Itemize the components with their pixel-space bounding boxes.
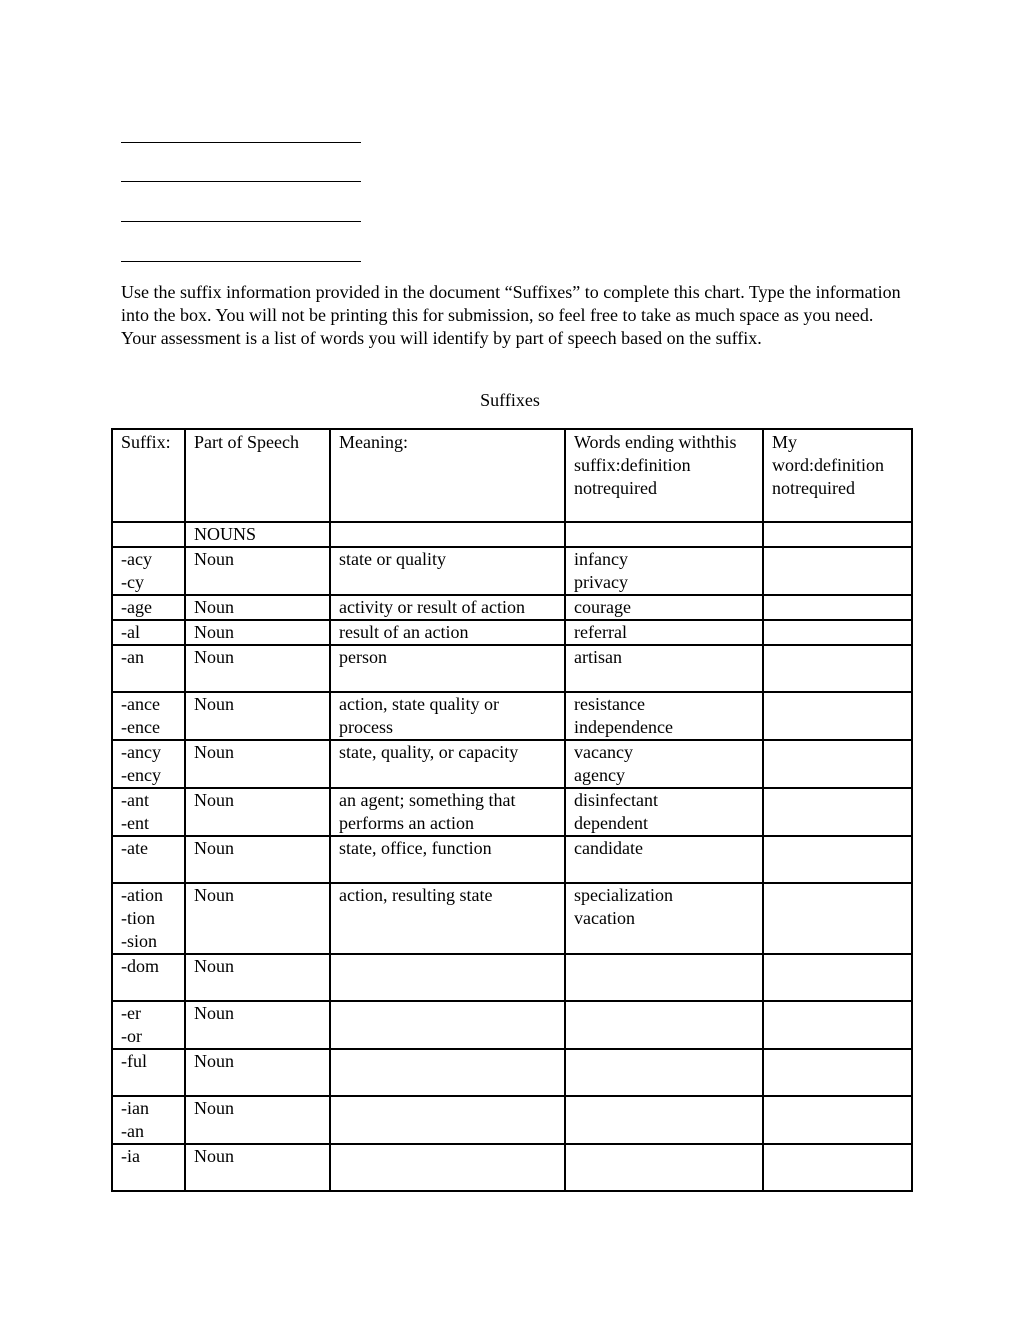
cell-suffix — [112, 645, 185, 692]
cell-line: required — [795, 478, 855, 498]
cell-line: Part of Speech — [194, 432, 299, 452]
cell-line: state or quality — [339, 549, 446, 569]
section-empty-cell — [112, 522, 185, 547]
cell-example-words — [565, 1144, 763, 1191]
cell-line: -ence — [121, 717, 160, 737]
cell-suffix — [112, 1096, 185, 1144]
table-row — [112, 788, 912, 836]
instructions-paragraph: Use the suffix information provided in the document “Suffixes” to complete this chart. Type the information into the box. You will not be printing this for submission, so feel free to take as much space as you need. Your assessment is a list of words you will identify by part of speech based on the suffix. — [121, 282, 901, 348]
cell-meaning — [330, 954, 565, 1001]
table-row — [112, 1001, 912, 1049]
cell-line: -acy — [121, 549, 152, 569]
cell-part-of-speech: Noun — [185, 740, 330, 788]
cell-line: -ency — [121, 765, 161, 785]
cell-line: definition not — [772, 455, 884, 498]
cell-suffix — [112, 595, 185, 620]
cell-line: -ation — [121, 885, 163, 905]
cell-my-word[interactable] — [763, 692, 912, 740]
table-row — [112, 836, 912, 883]
cell-line: state, office, function — [339, 838, 492, 858]
cell-my-word[interactable] — [763, 740, 912, 788]
cell-line: -an — [121, 647, 144, 667]
cell-line: -cy — [121, 572, 144, 592]
cell-my-word[interactable] — [763, 1144, 912, 1191]
cell-line: agency — [574, 765, 625, 785]
header-suffix — [112, 429, 185, 522]
cell-line: artisan — [574, 647, 622, 667]
cell-meaning — [330, 836, 565, 883]
cell-example-words — [565, 836, 763, 883]
cell-suffix — [112, 740, 185, 788]
cell-line: action, resulting state — [339, 885, 493, 905]
cell-example-words — [565, 1001, 763, 1049]
cell-suffix — [112, 954, 185, 1001]
table-caption: Suffixes — [480, 390, 540, 410]
cell-part-of-speech: Noun — [185, 1049, 330, 1096]
section-empty-cell — [330, 522, 565, 547]
cell-my-word[interactable] — [763, 645, 912, 692]
cell-suffix — [112, 547, 185, 595]
cell-suffix — [112, 620, 185, 645]
cell-my-word[interactable] — [763, 954, 912, 1001]
cell-part-of-speech: Noun — [185, 788, 330, 836]
section-empty-cell — [565, 522, 763, 547]
table-row — [112, 1096, 912, 1144]
cell-example-words — [565, 883, 763, 954]
cell-my-word[interactable] — [763, 883, 912, 954]
cell-line: vacation — [574, 908, 635, 928]
cell-line: infancy — [574, 549, 628, 569]
header-words-ending — [565, 429, 763, 522]
cell-my-word[interactable] — [763, 836, 912, 883]
cell-my-word[interactable] — [763, 788, 912, 836]
cell-line: Words ending with — [574, 432, 711, 452]
cell-my-word[interactable] — [763, 1001, 912, 1049]
cell-line: -sion — [121, 931, 157, 951]
blank-line-4 — [121, 261, 361, 262]
cell-meaning — [330, 1096, 565, 1144]
cell-part-of-speech: Noun — [185, 954, 330, 1001]
cell-line: result of an action — [339, 622, 469, 642]
cell-line: dependent — [574, 813, 648, 833]
cell-line: activity or result of action — [339, 597, 525, 617]
cell-example-words — [565, 645, 763, 692]
cell-example-words — [565, 595, 763, 620]
cell-meaning — [330, 620, 565, 645]
cell-meaning — [330, 595, 565, 620]
cell-line: person — [339, 647, 387, 667]
cell-line: -er — [121, 1003, 141, 1023]
cell-part-of-speech: Noun — [185, 1144, 330, 1191]
cell-line: -ant — [121, 790, 149, 810]
cell-line: action, state quality or — [339, 694, 499, 714]
table-row — [112, 883, 912, 954]
cell-my-word[interactable] — [763, 1049, 912, 1096]
cell-line: required — [597, 478, 657, 498]
table-body — [112, 522, 912, 1191]
cell-example-words — [565, 1049, 763, 1096]
cell-example-words — [565, 547, 763, 595]
cell-meaning — [330, 692, 565, 740]
section-row-nouns — [112, 522, 912, 547]
cell-example-words — [565, 954, 763, 1001]
cell-line: definition not — [574, 455, 691, 498]
cell-line: resistance — [574, 694, 645, 714]
blank-line-3 — [121, 221, 361, 222]
cell-suffix — [112, 788, 185, 836]
cell-line: this suffix: — [574, 432, 737, 475]
cell-line: -al — [121, 622, 140, 642]
table-row — [112, 954, 912, 1001]
cell-line: -ia — [121, 1146, 140, 1166]
cell-my-word[interactable] — [763, 595, 912, 620]
cell-part-of-speech: Noun — [185, 595, 330, 620]
cell-line: -tion — [121, 908, 155, 928]
cell-line: referral — [574, 622, 627, 642]
cell-line: My word: — [772, 432, 814, 475]
table-row — [112, 1144, 912, 1191]
cell-suffix — [112, 1001, 185, 1049]
cell-part-of-speech: Noun — [185, 836, 330, 883]
cell-line: -ate — [121, 838, 148, 858]
cell-part-of-speech: Noun — [185, 620, 330, 645]
suffix-table — [111, 428, 913, 1192]
cell-part-of-speech: Noun — [185, 1096, 330, 1144]
table-row — [112, 740, 912, 788]
cell-line: an agent; something that — [339, 790, 516, 810]
header-my-word — [763, 429, 912, 522]
table-row — [112, 692, 912, 740]
cell-line: -age — [121, 597, 152, 617]
cell-line: process — [339, 717, 393, 737]
cell-my-word[interactable] — [763, 1096, 912, 1144]
cell-example-words — [565, 740, 763, 788]
section-label: NOUNS — [185, 522, 330, 547]
cell-line: vacancy — [574, 742, 633, 762]
cell-part-of-speech: Noun — [185, 645, 330, 692]
table-row — [112, 620, 912, 645]
table-row — [112, 645, 912, 692]
cell-part-of-speech: Noun — [185, 547, 330, 595]
cell-part-of-speech: Noun — [185, 1001, 330, 1049]
cell-line: -ancy — [121, 742, 161, 762]
cell-part-of-speech: Noun — [185, 692, 330, 740]
section-empty-cell — [763, 522, 912, 547]
cell-line: -ance — [121, 694, 160, 714]
cell-meaning — [330, 883, 565, 954]
cell-line: -ent — [121, 813, 149, 833]
cell-example-words — [565, 1096, 763, 1144]
cell-meaning — [330, 1049, 565, 1096]
cell-line: independence — [574, 717, 673, 737]
cell-meaning — [330, 547, 565, 595]
cell-line: state, quality, or capacity — [339, 742, 519, 762]
cell-suffix — [112, 1049, 185, 1096]
cell-suffix — [112, 883, 185, 954]
cell-meaning — [330, 1001, 565, 1049]
cell-line: -dom — [121, 956, 159, 976]
cell-line: performs an action — [339, 813, 474, 833]
cell-meaning — [330, 788, 565, 836]
cell-example-words — [565, 692, 763, 740]
cell-line: -ian — [121, 1098, 149, 1118]
cell-suffix — [112, 836, 185, 883]
cell-my-word[interactable] — [763, 620, 912, 645]
blank-line-1 — [121, 142, 361, 143]
cell-meaning — [330, 645, 565, 692]
cell-suffix — [112, 1144, 185, 1191]
cell-example-words — [565, 620, 763, 645]
table-row — [112, 547, 912, 595]
cell-line: courage — [574, 597, 631, 617]
table-header-row — [112, 429, 912, 522]
header-meaning — [330, 429, 565, 522]
cell-line: disinfectant — [574, 790, 658, 810]
cell-meaning — [330, 1144, 565, 1191]
cell-part-of-speech: Noun — [185, 883, 330, 954]
cell-my-word[interactable] — [763, 547, 912, 595]
cell-line: Suffix: — [121, 432, 171, 452]
cell-line: -or — [121, 1026, 142, 1046]
cell-line: -an — [121, 1121, 144, 1141]
cell-line: -ful — [121, 1051, 147, 1071]
header-part-of-speech — [185, 429, 330, 522]
cell-line: Meaning: — [339, 432, 408, 452]
cell-example-words — [565, 788, 763, 836]
table-row — [112, 1049, 912, 1096]
cell-suffix — [112, 692, 185, 740]
cell-line: privacy — [574, 572, 628, 592]
cell-meaning — [330, 740, 565, 788]
table-row — [112, 595, 912, 620]
cell-line: candidate — [574, 838, 643, 858]
cell-line: specialization — [574, 885, 673, 905]
blank-line-2 — [121, 181, 361, 182]
